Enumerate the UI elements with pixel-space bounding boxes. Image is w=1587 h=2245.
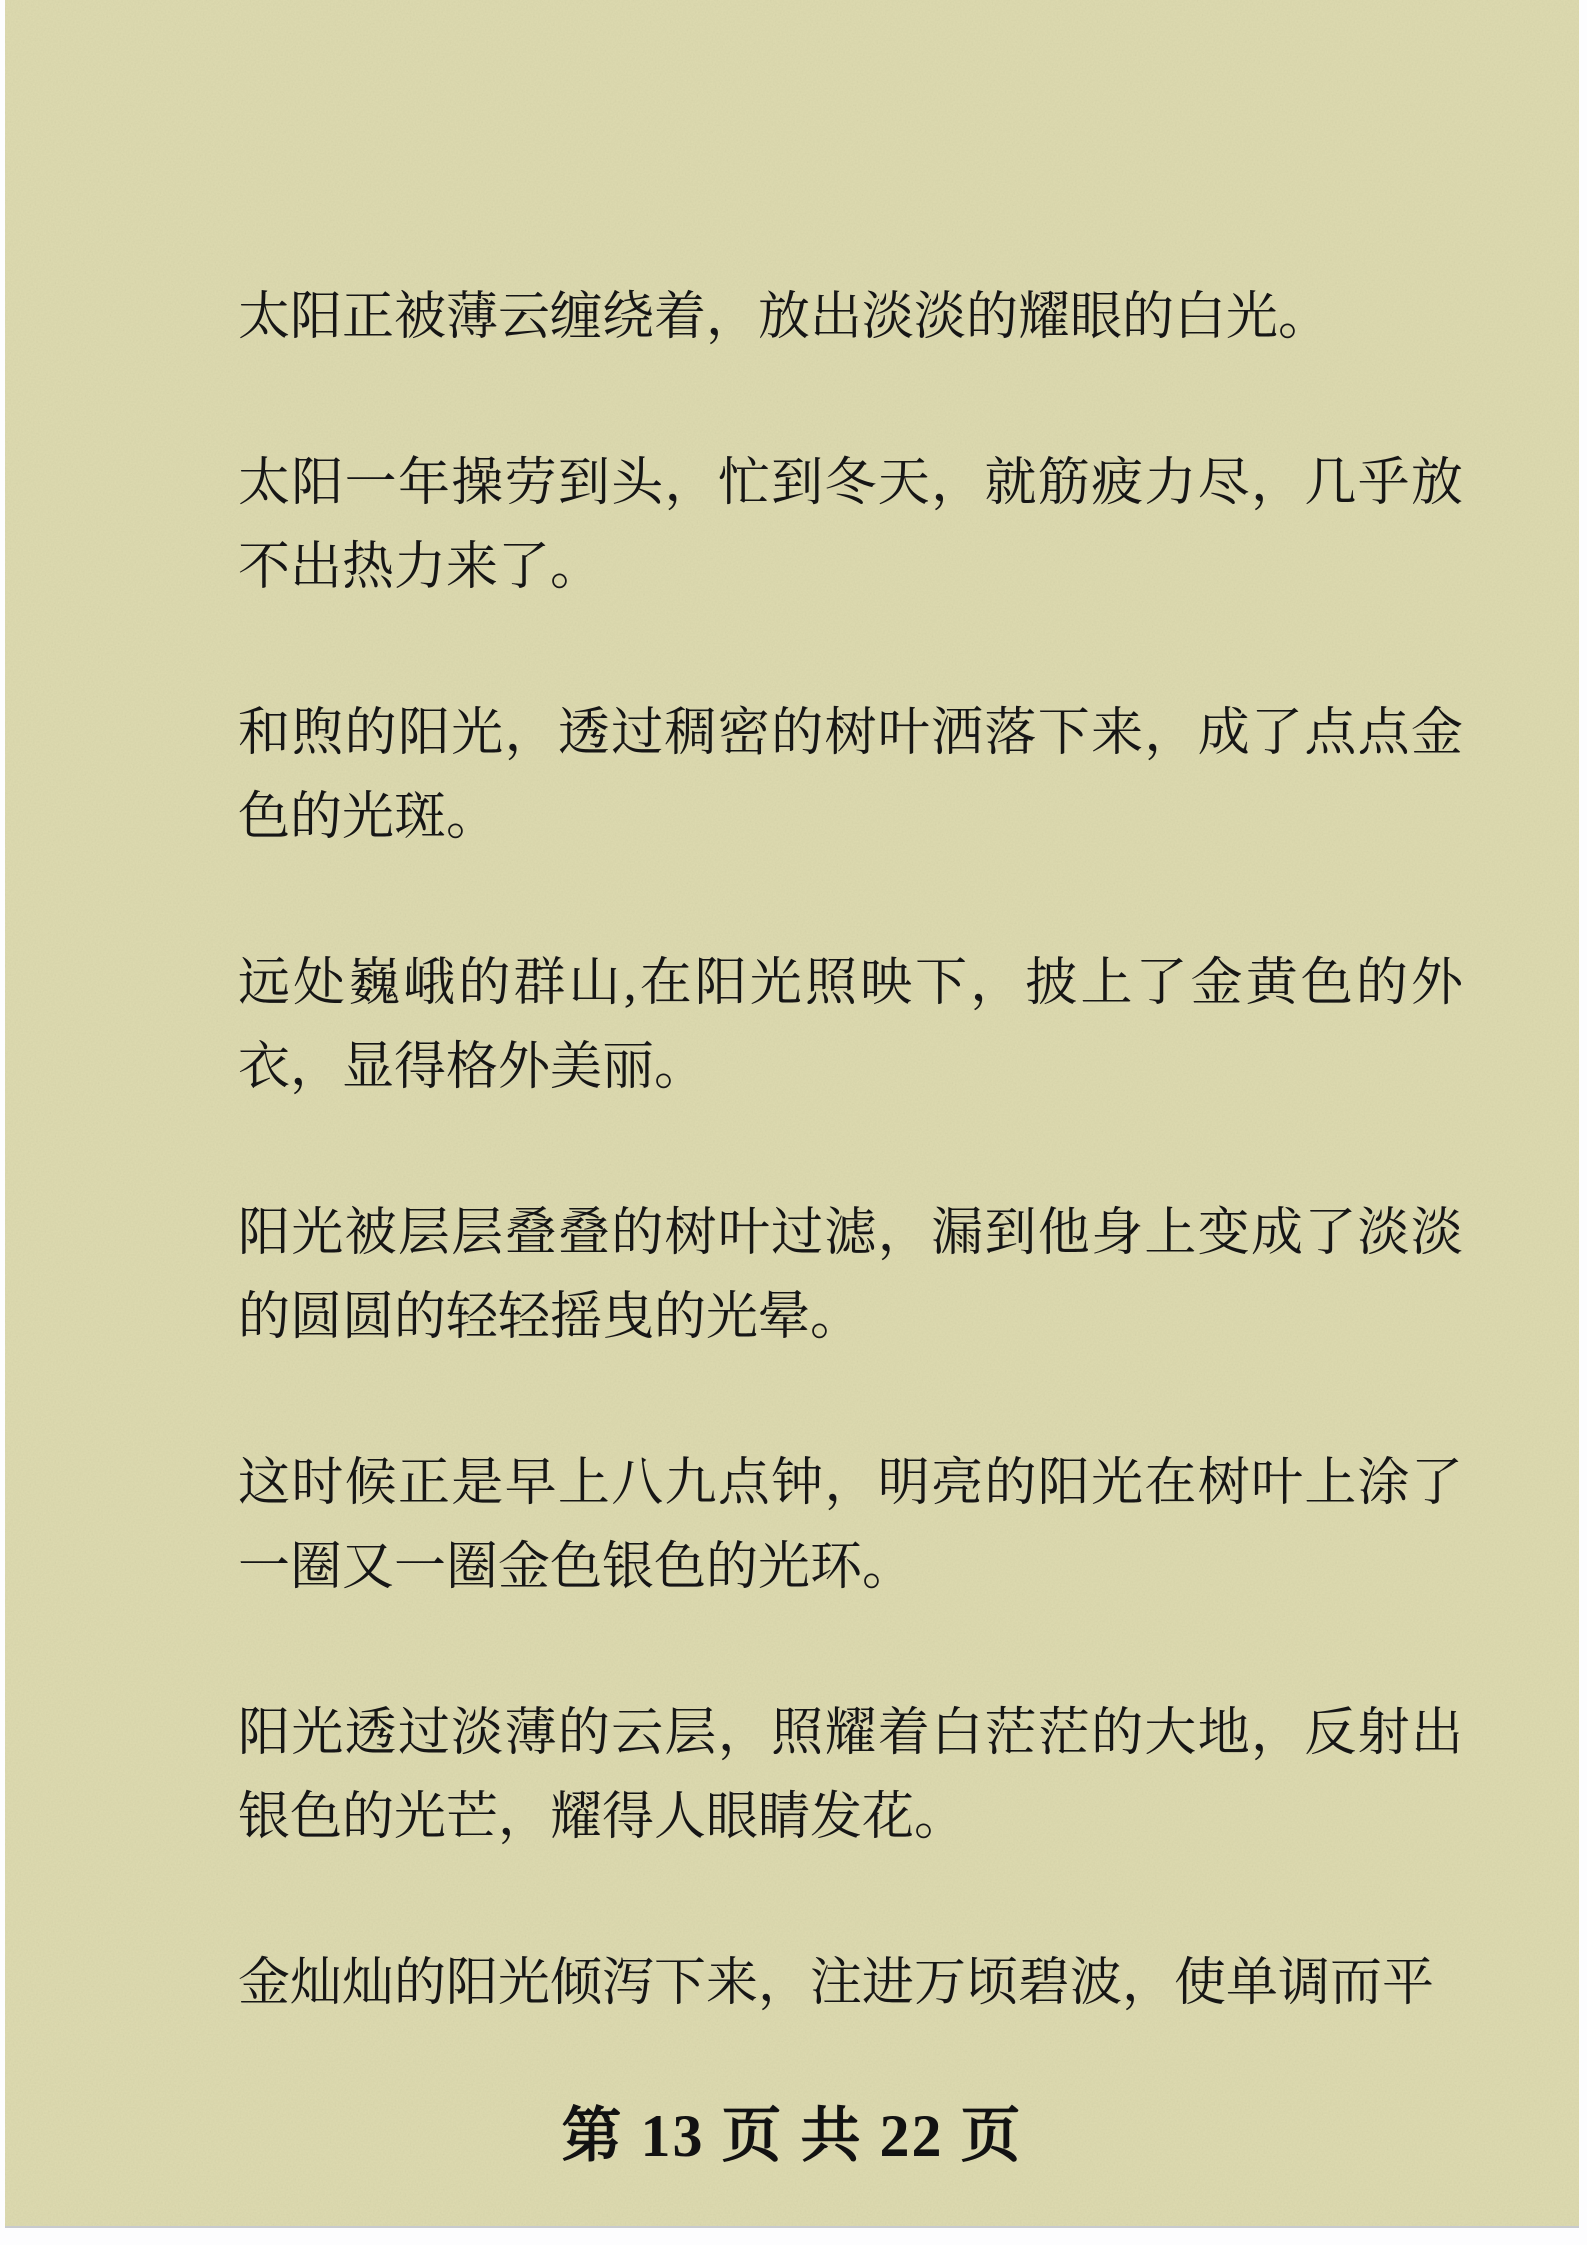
- paragraph-6: 这时候正是早上八九点钟，明亮的阳光在树叶上涂了一圈又一圈金色银色的光环。: [238, 1455, 1463, 1596]
- paragraph-4: 远处巍峨的群山,在阳光照映下，披上了金黄色的外衣，显得格外美丽。: [238, 955, 1463, 1096]
- page-footer: [5, 2088, 1579, 2174]
- paragraph-3: 和煦的阳光，透过稠密的树叶洒落下来，成了点点金色的光斑。: [238, 705, 1463, 846]
- paragraph-7: 阳光透过淡薄的云层，照耀着白茫茫的大地，反射出银色的光芒，耀得人眼睛发花。: [238, 1705, 1463, 1846]
- document-body: [238, 276, 1463, 2108]
- paragraph-1: 太阳正被薄云缠绕着，放出淡淡的耀眼的白光。: [238, 289, 1331, 346]
- paragraph-8: 金灿灿的阳光倾泻下来，注进万顷碧波，使单调而平: [238, 1955, 1435, 2012]
- page-number-text: 第 13 页 共 22 页: [561, 2103, 1023, 2169]
- document-page-sheet: [5, 0, 1579, 2228]
- paragraph-2: 太阳一年操劳到头，忙到冬天，就筋疲力尽，几乎放不出热力来了。: [238, 455, 1463, 596]
- paragraph-5: 阳光被层层叠叠的树叶过滤，漏到他身上变成了淡淡的圆圆的轻轻摇曳的光晕。: [238, 1205, 1463, 1346]
